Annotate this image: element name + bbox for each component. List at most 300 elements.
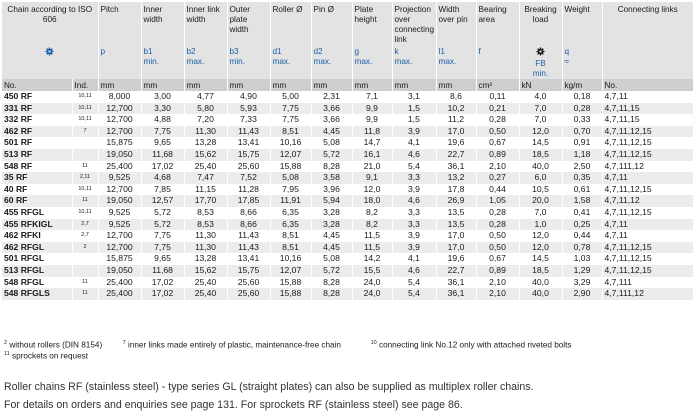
col-header-bearing-area: Bearing area: [476, 2, 519, 45]
cell-outer-plate-width: 17,85: [227, 195, 270, 207]
cell-plate-height: 14,2: [352, 253, 392, 265]
cell-connecting-links: 4,7,11,12,15: [602, 253, 693, 265]
limit-text: min.: [532, 69, 549, 78]
header-symbol-row: [2, 45, 693, 79]
cell-width-over-pin: 17,0: [436, 242, 476, 254]
cell-breaking-load: 12,0: [519, 230, 562, 242]
cell-bearing-area: 0,28: [476, 207, 519, 219]
cell-weight: 0,41: [562, 207, 602, 219]
cell-weight: 0,35: [562, 172, 602, 184]
cell-breaking-load: 40,0: [519, 288, 562, 300]
cell-connecting-links: 4,7,11,15: [602, 114, 693, 126]
cell-weight: 0,91: [562, 137, 602, 149]
cell-pin-dia: 8,28: [311, 288, 352, 300]
table-body: [2, 91, 693, 300]
header-unit-row: [2, 79, 693, 91]
cell-plate-height: 11,5: [352, 242, 392, 254]
cell-weight: 1,18: [562, 149, 602, 161]
cell-pitch: 12,700: [98, 242, 141, 254]
table-row: [2, 172, 693, 184]
cell-connecting-links: 4,7,11,12,15: [602, 137, 693, 149]
symbol-text: k: [394, 47, 399, 56]
cell-roller-dia: 11,91: [270, 195, 311, 207]
cell-bearing-area: 0,44: [476, 184, 519, 196]
table-row: [2, 103, 693, 115]
cell-plate-height: 11,8: [352, 126, 392, 138]
cell-connecting-links: 4,7,11,12,15: [602, 265, 693, 277]
col-header-chain: [2, 2, 98, 45]
cell-pin-dia: 5,94: [311, 195, 352, 207]
cell-bearing-area: 0,89: [476, 149, 519, 161]
cell-weight: 0,61: [562, 184, 602, 196]
cell-bearing-area: 0,11: [476, 91, 519, 103]
cell-pitch: 12,700: [98, 103, 141, 115]
cell-chain-no: 450 RF: [2, 91, 72, 103]
cell-bearing-area: 2,10: [476, 277, 519, 289]
cell-outer-plate-width: 13,41: [227, 253, 270, 265]
cell-outer-plate-width: 13,41: [227, 137, 270, 149]
symbol-text: g: [354, 47, 360, 56]
cell-weight: 1,58: [562, 195, 602, 207]
symbol-text: p: [100, 47, 106, 56]
cell-pin-dia: 3,28: [311, 219, 352, 231]
cell-breaking-load: 18,5: [519, 265, 562, 277]
cell-pin-dia: 2,31: [311, 91, 352, 103]
cell-inner-link-width: 7,47: [184, 172, 227, 184]
cell-chain-no: 501 RFGL: [2, 253, 72, 265]
table-row: [2, 114, 693, 126]
limit-text: ≈: [564, 57, 569, 66]
unit-bearing-area: cm²: [476, 79, 519, 91]
cell-outer-plate-width: 4,90: [227, 91, 270, 103]
cell-connecting-links: 4,7,11,12,15: [602, 149, 693, 161]
symbol-projection: [392, 45, 436, 79]
cell-breaking-load: 6,0: [519, 172, 562, 184]
cell-inner-width: 9,65: [141, 137, 184, 149]
cell-ind: 11: [72, 277, 98, 289]
unit-roller-dia: mm: [270, 79, 311, 91]
symbol-connecting-links: [602, 45, 693, 79]
symbol-weight: [562, 45, 602, 79]
table-row: [2, 230, 693, 242]
cell-inner-link-width: 25,40: [184, 277, 227, 289]
cell-width-over-pin: 17,0: [436, 230, 476, 242]
unit-width-over-pin: mm: [436, 79, 476, 91]
cell-chain-no: 455 RFKIGL: [2, 219, 72, 231]
gear-icon: [45, 47, 54, 56]
cell-ind: 2,11: [72, 172, 98, 184]
cell-projection: 4,6: [392, 265, 436, 277]
cell-pin-dia: 5,72: [311, 265, 352, 277]
cell-pin-dia: 3,96: [311, 184, 352, 196]
cell-inner-width: 17,02: [141, 277, 184, 289]
unit-outer-plate-width: mm: [227, 79, 270, 91]
cell-plate-height: 21,0: [352, 161, 392, 173]
cell-breaking-load: 10,5: [519, 184, 562, 196]
cell-pin-dia: 8,28: [311, 277, 352, 289]
cell-roller-dia: 15,88: [270, 277, 311, 289]
body-paragraph-line-1: Roller chains RF (stainless steel) - type series GL (straight plates) can also be supplied as multiplex roller chains.: [4, 381, 534, 393]
cell-projection: 1,5: [392, 103, 436, 115]
col-header-pitch: Pitch: [98, 2, 141, 45]
table-row: [2, 149, 693, 161]
cell-pin-dia: 3,28: [311, 207, 352, 219]
cell-width-over-pin: 36,1: [436, 288, 476, 300]
symbol-text: l1: [438, 47, 445, 56]
cell-inner-width: 4,68: [141, 172, 184, 184]
cell-projection: 4,6: [392, 195, 436, 207]
limit-text: min.: [143, 57, 159, 66]
cell-roller-dia: 7,75: [270, 114, 311, 126]
symbol-breaking-load: [519, 45, 562, 79]
cell-pitch: 25,400: [98, 288, 141, 300]
cell-outer-plate-width: 25,60: [227, 161, 270, 173]
cell-ind: 10,11: [72, 103, 98, 115]
cell-inner-width: 17,02: [141, 161, 184, 173]
cell-connecting-links: 4,7,11,12: [602, 195, 693, 207]
cell-inner-link-width: 5,80: [184, 103, 227, 115]
cell-roller-dia: 12,07: [270, 265, 311, 277]
unit-inner-width: mm: [141, 79, 184, 91]
cell-connecting-links: 4,7,111,12: [602, 161, 693, 173]
cell-projection: 3,1: [392, 91, 436, 103]
cell-width-over-pin: 13,2: [436, 172, 476, 184]
table-row: [2, 195, 693, 207]
cell-width-over-pin: 36,1: [436, 277, 476, 289]
cell-pin-dia: 4,45: [311, 230, 352, 242]
footnote-line-2: [4, 351, 88, 361]
cell-plate-height: 9,1: [352, 172, 392, 184]
cell-ind: 10,11: [72, 184, 98, 196]
col-header-inner-width: Inner width: [141, 2, 184, 45]
limit-text: max.: [186, 57, 205, 66]
symbol-text: d1: [272, 47, 282, 56]
cell-projection: 3,9: [392, 242, 436, 254]
cell-width-over-pin: 17,8: [436, 184, 476, 196]
cell-width-over-pin: 36,1: [436, 161, 476, 173]
cell-width-over-pin: 11,2: [436, 114, 476, 126]
cell-roller-dia: 8,51: [270, 230, 311, 242]
symbol-text: b2: [186, 47, 196, 56]
cell-chain-no: 513 RF: [2, 149, 72, 161]
cell-roller-dia: 8,51: [270, 126, 311, 138]
cell-inner-width: 5,72: [141, 207, 184, 219]
cell-bearing-area: 0,50: [476, 242, 519, 254]
cell-projection: 5,4: [392, 288, 436, 300]
table-row: [2, 91, 693, 103]
cell-roller-dia: 15,88: [270, 288, 311, 300]
cell-plate-height: 18,0: [352, 195, 392, 207]
cell-breaking-load: 18,5: [519, 149, 562, 161]
cell-pitch: 25,400: [98, 277, 141, 289]
cell-plate-height: 9,9: [352, 114, 392, 126]
cell-inner-link-width: 11,30: [184, 242, 227, 254]
cell-inner-width: 7,75: [141, 126, 184, 138]
table-row: [2, 126, 693, 138]
cell-bearing-area: 0,28: [476, 114, 519, 126]
unit-breaking-load: kN: [519, 79, 562, 91]
cell-plate-height: 16,1: [352, 149, 392, 161]
cell-pin-dia: 3,58: [311, 172, 352, 184]
cell-pin-dia: 8,28: [311, 161, 352, 173]
cell-bearing-area: 0,28: [476, 219, 519, 231]
cell-outer-plate-width: 7,33: [227, 114, 270, 126]
cell-roller-dia: 7,75: [270, 103, 311, 115]
cell-inner-link-width: 13,28: [184, 253, 227, 265]
table-row: [2, 277, 693, 289]
cell-roller-dia: 12,07: [270, 149, 311, 161]
cell-connecting-links: 4,7,11: [602, 230, 693, 242]
cell-roller-dia: 5,08: [270, 172, 311, 184]
col-header-roller-dia: Roller Ø: [270, 2, 311, 45]
cell-bearing-area: 1,05: [476, 195, 519, 207]
cell-width-over-pin: 10,2: [436, 103, 476, 115]
cell-projection: 5,4: [392, 161, 436, 173]
table-row: [2, 265, 693, 277]
cell-pitch: 15,875: [98, 137, 141, 149]
cell-projection: 1,5: [392, 114, 436, 126]
cell-projection: 3,3: [392, 207, 436, 219]
cell-chain-no: 332 RF: [2, 114, 72, 126]
symbol-inner-link-width: [184, 45, 227, 79]
cell-chain-no: 548 RF: [2, 161, 72, 173]
cell-ind: [72, 149, 98, 161]
unit-connecting-links: No.: [602, 79, 693, 91]
cell-plate-height: 12,0: [352, 184, 392, 196]
footnote-marker: 2: [4, 340, 8, 346]
cell-bearing-area: 2,10: [476, 161, 519, 173]
symbol-text: f: [478, 47, 481, 56]
gear-icon: [536, 47, 545, 56]
symbol-text: d2: [313, 47, 323, 56]
symbol-text: b3: [229, 47, 239, 56]
table-row: [2, 219, 693, 231]
col-header-breaking-load: Breaking load: [519, 2, 562, 45]
cell-connecting-links: 4,7,11,12,15: [602, 207, 693, 219]
cell-weight: 1,03: [562, 253, 602, 265]
cell-weight: 0,33: [562, 114, 602, 126]
cell-bearing-area: 0,67: [476, 137, 519, 149]
cell-ind: 2,7: [72, 219, 98, 231]
footnote-marker: 10: [370, 340, 377, 346]
table-row: [2, 288, 693, 300]
cell-pitch: 8,000: [98, 91, 141, 103]
cell-pin-dia: 3,66: [311, 114, 352, 126]
symbol-text: b1: [143, 47, 153, 56]
cell-pitch: 12,700: [98, 126, 141, 138]
cell-ind: [72, 265, 98, 277]
cell-inner-link-width: 4,77: [184, 91, 227, 103]
cell-plate-height: 11,5: [352, 230, 392, 242]
cell-chain-no: 455 RFGL: [2, 207, 72, 219]
unit-pitch: mm: [98, 79, 141, 91]
symbol-text: FB: [535, 59, 546, 68]
cell-plate-height: 9,9: [352, 103, 392, 115]
cell-inner-width: 11,68: [141, 149, 184, 161]
cell-weight: 0,18: [562, 91, 602, 103]
cell-bearing-area: 0,27: [476, 172, 519, 184]
cell-inner-width: 12,57: [141, 195, 184, 207]
cell-width-over-pin: 19,6: [436, 253, 476, 265]
unit-pin-dia: mm: [311, 79, 352, 91]
symbol-plate-height: [352, 45, 392, 79]
cell-outer-plate-width: 15,75: [227, 149, 270, 161]
cell-weight: 0,25: [562, 219, 602, 231]
footnote-text: connecting link No.12 only with attached riveted bolts: [378, 340, 572, 350]
cell-pin-dia: 4,45: [311, 126, 352, 138]
cell-projection: 3,9: [392, 126, 436, 138]
cell-inner-link-width: 8,53: [184, 219, 227, 231]
cell-breaking-load: 7,0: [519, 103, 562, 115]
footnote-text: without rollers (DIN 8154): [9, 340, 103, 350]
cell-connecting-links: 4,7,111: [602, 277, 693, 289]
limit-text: max.: [394, 57, 413, 66]
cell-chain-no: 331 RF: [2, 103, 72, 115]
table-row: [2, 253, 693, 265]
cell-pitch: 15,875: [98, 253, 141, 265]
cell-pin-dia: 5,08: [311, 253, 352, 265]
cell-outer-plate-width: 7,52: [227, 172, 270, 184]
cell-inner-width: 7,85: [141, 184, 184, 196]
cell-ind: 10,11: [72, 207, 98, 219]
footnote-marker: 11: [4, 351, 10, 357]
limit-text: min.: [229, 57, 245, 66]
cell-projection: 3,3: [392, 219, 436, 231]
cell-pitch: 12,700: [98, 184, 141, 196]
body-paragraph-line-2: For details on orders and enquiries see page 131. For sprockets RF (stainless steel) see page 86.: [4, 399, 463, 411]
cell-pin-dia: 4,45: [311, 242, 352, 254]
cell-outer-plate-width: 15,75: [227, 265, 270, 277]
cell-connecting-links: 4,7,111,12: [602, 288, 693, 300]
cell-inner-link-width: 11,30: [184, 230, 227, 242]
cell-ind: 11: [72, 288, 98, 300]
cell-inner-link-width: 11,15: [184, 184, 227, 196]
cell-plate-height: 7,1: [352, 91, 392, 103]
table-row: [2, 184, 693, 196]
cell-inner-link-width: 13,28: [184, 137, 227, 149]
cell-chain-no: 462 RF: [2, 126, 72, 138]
cell-ind: 11: [72, 195, 98, 207]
cell-plate-height: 24,0: [352, 277, 392, 289]
cell-inner-width: 7,75: [141, 242, 184, 254]
cell-breaking-load: 4,0: [519, 91, 562, 103]
cell-inner-width: 9,65: [141, 253, 184, 265]
cell-inner-width: 7,75: [141, 230, 184, 242]
cell-ind: [72, 253, 98, 265]
cell-connecting-links: 4,7,11: [602, 91, 693, 103]
col-header-pin-dia: Pin Ø: [311, 2, 352, 45]
footnote-text: inner links made entirely of plastic, maintenance-free chain: [128, 340, 341, 350]
cell-outer-plate-width: 11,28: [227, 184, 270, 196]
cell-pitch: 12,700: [98, 230, 141, 242]
cell-weight: 3,29: [562, 277, 602, 289]
cell-width-over-pin: 26,9: [436, 195, 476, 207]
footnote-line-1: [4, 340, 572, 350]
col-header-projection: Projection over connecting link: [392, 2, 436, 45]
cell-roller-dia: 15,88: [270, 161, 311, 173]
cell-outer-plate-width: 11,43: [227, 230, 270, 242]
cell-inner-link-width: 11,30: [184, 126, 227, 138]
cell-ind: 2,7: [72, 230, 98, 242]
cell-bearing-area: 0,21: [476, 103, 519, 115]
limit-text: max.: [313, 57, 332, 66]
cell-width-over-pin: 19,6: [436, 137, 476, 149]
unit-no: No.: [2, 79, 72, 91]
unit-plate-height: mm: [352, 79, 392, 91]
table-row: [2, 137, 693, 149]
cell-plate-height: 8,2: [352, 219, 392, 231]
cell-outer-plate-width: 25,60: [227, 277, 270, 289]
unit-ind: Ind.: [72, 79, 98, 91]
cell-roller-dia: 10,16: [270, 137, 311, 149]
cell-ind: 11: [72, 161, 98, 173]
cell-projection: 4,6: [392, 149, 436, 161]
cell-inner-width: 5,72: [141, 219, 184, 231]
cell-inner-link-width: 25,40: [184, 288, 227, 300]
cell-breaking-load: 20,0: [519, 195, 562, 207]
col-header-weight: Weight: [562, 2, 602, 45]
unit-projection: mm: [392, 79, 436, 91]
cell-outer-plate-width: 5,93: [227, 103, 270, 115]
cell-inner-width: 4,88: [141, 114, 184, 126]
symbol-inner-width: [141, 45, 184, 79]
cell-projection: 4,1: [392, 137, 436, 149]
cell-breaking-load: 7,0: [519, 207, 562, 219]
cell-projection: 3,9: [392, 230, 436, 242]
cell-inner-link-width: 8,53: [184, 207, 227, 219]
cell-bearing-area: 2,10: [476, 288, 519, 300]
cell-pin-dia: 5,72: [311, 149, 352, 161]
cell-pitch: 19,050: [98, 149, 141, 161]
cell-chain-no: 462 RFGL: [2, 242, 72, 254]
cell-chain-no: 60 RF: [2, 195, 72, 207]
header-title-row: [2, 2, 693, 45]
cell-weight: 2,90: [562, 288, 602, 300]
cell-inner-link-width: 15,62: [184, 149, 227, 161]
cell-inner-link-width: 15,62: [184, 265, 227, 277]
cell-pin-dia: 5,08: [311, 137, 352, 149]
cell-outer-plate-width: 8,66: [227, 207, 270, 219]
cell-plate-height: 8,2: [352, 207, 392, 219]
symbol-outer-plate-width: [227, 45, 270, 79]
table-row: [2, 242, 693, 254]
table-row: [2, 161, 693, 173]
col-header-plate-height: Plate height: [352, 2, 392, 45]
cell-roller-dia: 6,35: [270, 207, 311, 219]
col-header-outer-plate-width: Outer plate width: [227, 2, 270, 45]
cell-width-over-pin: 8,6: [436, 91, 476, 103]
cell-plate-height: 24,0: [352, 288, 392, 300]
cell-roller-dia: 6,35: [270, 219, 311, 231]
cell-outer-plate-width: 11,43: [227, 242, 270, 254]
symbol-width-over-pin: [436, 45, 476, 79]
cell-pitch: 19,050: [98, 195, 141, 207]
cell-weight: 0,70: [562, 126, 602, 138]
limit-text: max.: [272, 57, 291, 66]
cell-inner-link-width: 7,20: [184, 114, 227, 126]
footnote-text: sprockets on request: [12, 351, 89, 361]
limit-text: max.: [438, 57, 457, 66]
cell-pitch: 25,400: [98, 161, 141, 173]
iso-gear-cell: [2, 45, 98, 79]
cell-projection: 3,3: [392, 172, 436, 184]
cell-width-over-pin: 22,7: [436, 149, 476, 161]
cell-chain-no: 462 RFKI: [2, 230, 72, 242]
cell-width-over-pin: 17,0: [436, 126, 476, 138]
col-title: Chain according to ISO 606: [7, 5, 93, 24]
cell-inner-link-width: 25,40: [184, 161, 227, 173]
cell-plate-height: 14,7: [352, 137, 392, 149]
